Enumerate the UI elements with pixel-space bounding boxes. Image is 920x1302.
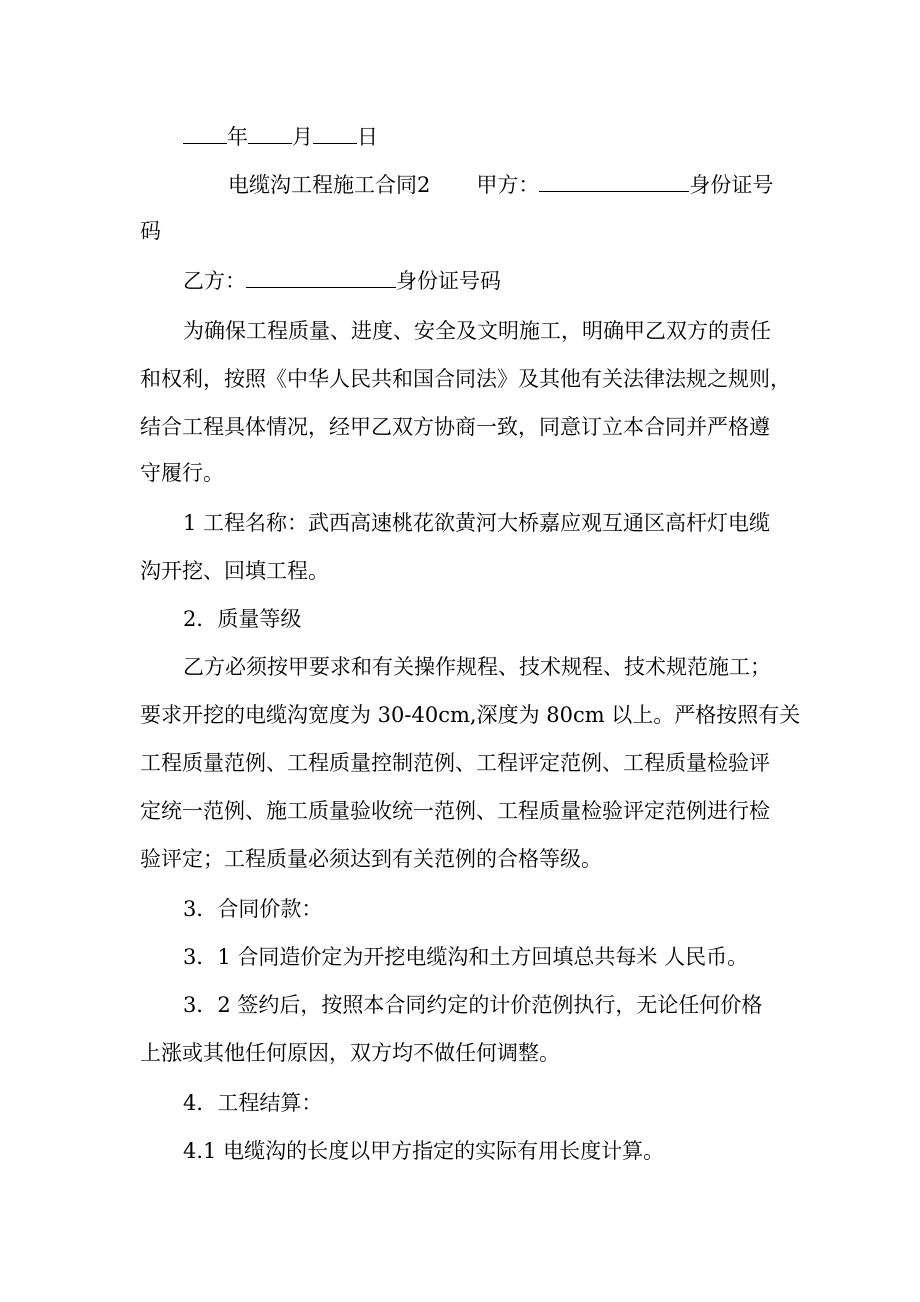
section3-item2-line-2: 上涨或其他任何原因，双方均不做任何调整。 [140,1041,560,1065]
contract-title: 电缆沟工程施工合同2 [228,173,431,197]
intro-line-1: 为确保工程质量、进度、安全及文明施工，明确甲乙双方的责任 [183,319,771,343]
section2-line-2: 要求开挖的电缆沟宽度为 30-40cm,深度为 80cm 以上。严格按照有关 [140,703,801,727]
section1-line-2: 沟开挖、回填工程。 [140,559,329,583]
section2-line-3: 工程质量范例、工程质量控制范例、工程评定范例、工程质量检验评 [140,751,770,775]
party-a-id-label: 身份证号 [689,173,774,197]
section3-item2-line-1: 3．2 签约后，按照本合同约定的计价范例执行，无论任何价格 [183,993,763,1017]
intro-line-4: 守履行。 [140,461,224,485]
section2-line-1: 乙方必须按甲要求和有关操作规程、技术规程、技术规范施工； [183,655,771,679]
section3-heading: 3．合同价款： [183,897,323,921]
intro-line-2: 和权利，按照《中华人民共和国合同法》及其他有关法律法规之规则， [140,367,791,391]
section2-line-4: 定统一范例、施工质量验收统一范例、工程质量检验评定范例进行检 [140,799,770,823]
party-b-label: 乙方： [183,269,246,293]
month-blank [248,123,292,144]
intro-line-3: 结合工程具体情况，经甲乙双方协商一致，同意订立本合同并严格遵 [140,415,770,439]
section2-line-5: 验评定；工程质量必须达到有关范例的合格等级。 [140,847,602,871]
party-b-id-label: 身份证号码 [396,269,501,293]
section2-heading: 2．质量等级 [183,607,302,631]
date-line [183,122,378,152]
day-label: 日 [357,125,378,149]
month-label: 月 [292,125,313,149]
section4-heading: 4．工程结算： [183,1091,323,1115]
year-blank [183,123,227,144]
party-b-blank [246,267,396,288]
section4-item1: 4.1 电缆沟的长度以甲方指定的实际有用长度计算。 [183,1139,665,1163]
title-line [228,170,773,200]
party-a-label: 甲方： [476,173,540,197]
party-b-line [183,266,501,296]
party-a-blank [539,171,689,192]
section3-item1: 3．1 合同造价定为开挖电缆沟和土方回填总共每米 人民币。 [183,945,749,969]
party-a-id-cont: 码 [140,219,161,243]
year-label: 年 [227,125,248,149]
section1-line-1: 1 工程名称：武西高速桃花欲黄河大桥嘉应观互通区高杆灯电缆 [183,511,771,535]
day-blank [313,123,357,144]
